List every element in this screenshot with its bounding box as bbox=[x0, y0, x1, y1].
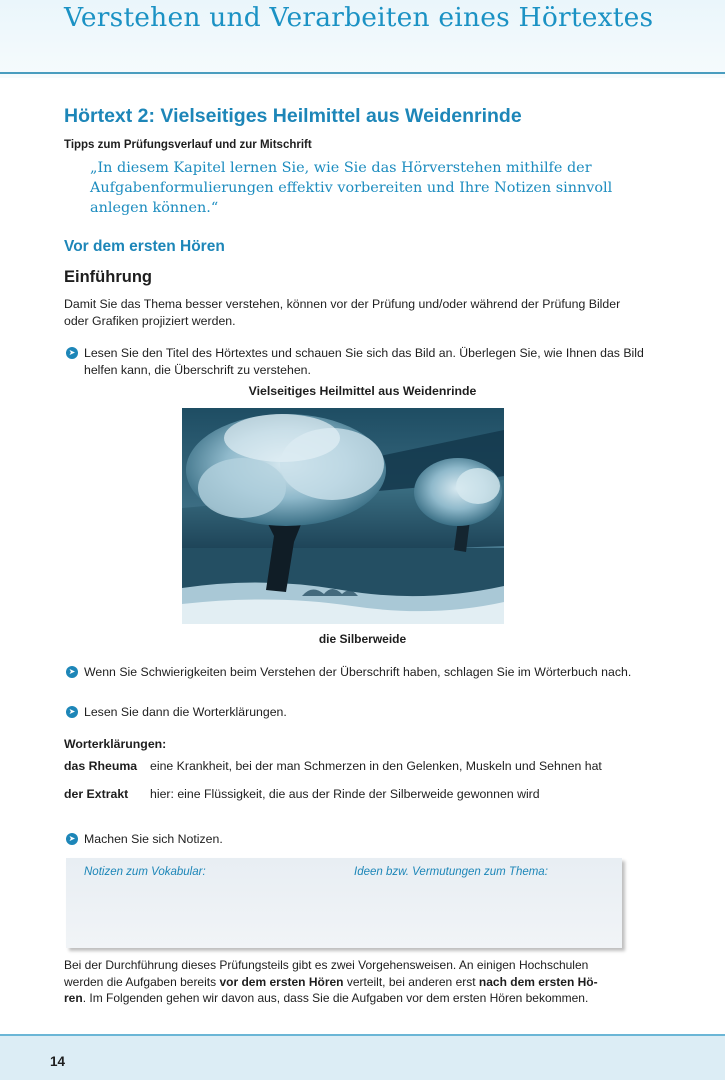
section-heading: Hörtext 2: Vielseitiges Heilmittel aus Weidenrinde bbox=[64, 105, 522, 127]
instruction-item bbox=[64, 345, 644, 378]
arrow-bullet-icon: ➤ bbox=[66, 706, 78, 718]
topic-ideas-label: Ideen bzw. Vermutungen zum Thema: bbox=[354, 866, 548, 878]
silver-willow-photo bbox=[182, 408, 504, 624]
arrow-bullet-icon: ➤ bbox=[66, 347, 78, 359]
glossary-term: der Extrakt bbox=[64, 787, 129, 801]
closing-text: . Im Folgenden gehen wir davon aus, dass Sie die Aufgaben vor dem ersten Hören bekommen. bbox=[82, 991, 589, 1005]
closing-emphasis: vor dem ersten Hören bbox=[219, 974, 344, 989]
instruction-text: Lesen Sie dann die Worterklärungen. bbox=[84, 705, 287, 719]
glossary-term: das Rheuma bbox=[64, 759, 138, 773]
closing-text: verteilt, bei anderen erst bbox=[343, 974, 479, 989]
image-caption: die Silberweide bbox=[318, 632, 407, 646]
page-header bbox=[0, 0, 725, 78]
intro-quote: „In diesem Kapitel lernen Sie, wie Sie das Hörverstehen mithilfe der Aufgabenformulierungen effektiv vorbereiten und Ihre Notizen sinnvoll anlegen können.“ bbox=[90, 160, 613, 216]
closing-text: Bei der Durchführung dieses Prüfungsteils gibt es zwei Vorgehensweisen. An einigen Hochschulen werden die Aufgaben bereits bbox=[64, 958, 589, 989]
glossary-definition: eine Krankheit, bei der man Schmerzen in den Gelenken, Muskeln und Sehnen hat bbox=[150, 759, 602, 773]
notes-box[interactable] bbox=[66, 858, 622, 948]
instruction-text: Wenn Sie Schwierigkeiten beim Verstehen der Überschrift haben, schlagen Sie im Wörterbuch nach. bbox=[84, 665, 632, 679]
chapter-title: Verstehen und Verarbeiten eines Hörtextes bbox=[64, 2, 654, 33]
instruction-item bbox=[64, 664, 644, 681]
before-listening-heading: Vor dem ersten Hören bbox=[64, 238, 225, 255]
arrow-bullet-icon: ➤ bbox=[66, 833, 78, 845]
header-divider bbox=[0, 72, 725, 74]
instruction-item bbox=[64, 831, 644, 848]
page-number: 14 bbox=[50, 1054, 66, 1069]
instruction-item bbox=[64, 704, 644, 721]
glossary-heading: Worterklärungen: bbox=[64, 737, 167, 751]
image-title: Vielseitiges Heilmittel aus Weidenrinde bbox=[248, 384, 477, 398]
closing-emphasis: nach dem ersten Hö-ren bbox=[64, 974, 598, 1005]
introduction-paragraph: Damit Sie das Thema besser verstehen, können vor der Prüfung und/oder während der Prüfung Bilder oder Grafiken projiziert werden. bbox=[64, 297, 621, 328]
instruction-text: Lesen Sie den Titel des Hörtextes und schauen Sie sich das Bild an. Überlegen Sie, wie Ihnen das Bild helfen kann, die Überschrift zu verstehen. bbox=[84, 346, 644, 377]
tips-subheading: Tipps zum Prüfungsverlauf und zur Mitschrift bbox=[64, 139, 312, 151]
introduction-heading: Einführung bbox=[64, 268, 152, 286]
arrow-bullet-icon: ➤ bbox=[66, 666, 78, 678]
instruction-text: Machen Sie sich Notizen. bbox=[84, 832, 223, 846]
page-footer bbox=[0, 1034, 725, 1080]
closing-paragraph bbox=[64, 957, 616, 1007]
glossary-definition: hier: eine Flüssigkeit, die aus der Rinde der Silberweide gewonnen wird bbox=[150, 787, 540, 801]
vocabulary-notes-label: Notizen zum Vokabular: bbox=[84, 866, 206, 878]
